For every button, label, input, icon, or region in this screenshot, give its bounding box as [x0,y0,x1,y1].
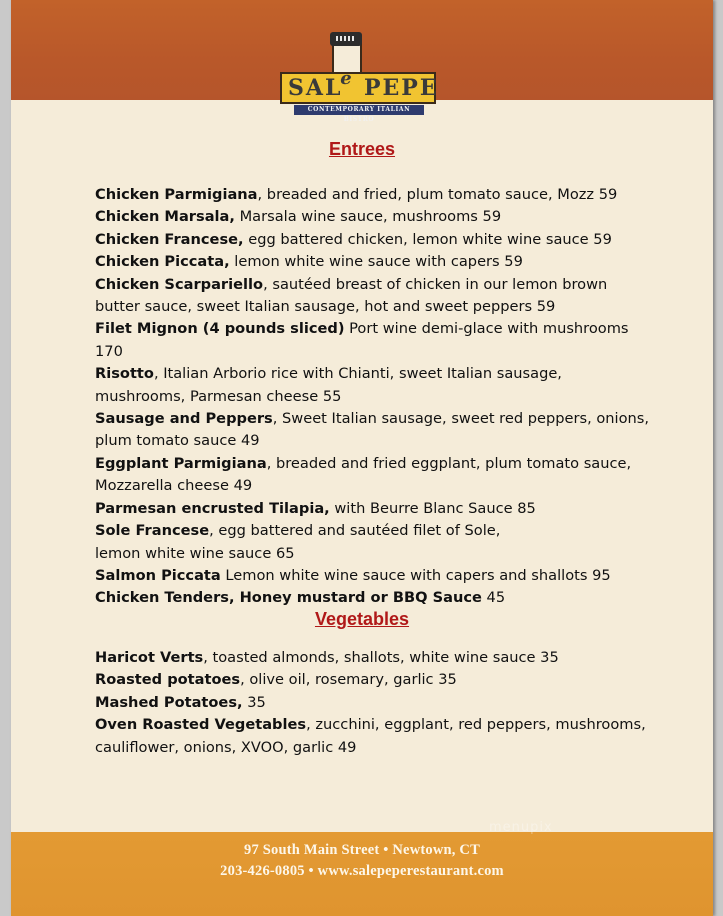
list-item [95,274,655,319]
list-item [95,453,655,498]
list-item [95,565,655,587]
item-description: Marsala wine sauce, mushrooms 59 [234,208,502,226]
menu-page [11,0,713,916]
list-item [95,363,655,408]
watermark: menupix [489,820,553,835]
item-name: Chicken Francese, [95,230,244,248]
item-name: Mashed Potatoes, [95,693,243,711]
footer-contact: 203-426-0805 • www.salepeperestaurant.com [220,863,504,879]
item-description: 35 [242,693,266,711]
list-item [95,669,655,691]
shaker-cap-icon [330,32,362,46]
list-item [95,692,655,714]
item-description: , egg battered and sautéed filet of Sole, [209,522,501,540]
list-item [95,587,655,609]
item-name: Chicken Parmigiana [95,186,258,203]
item-name: Sausage and Peppers [95,410,273,428]
logo-word-e: e [340,68,352,89]
logo-word-sal: SAL [288,75,343,101]
item-name: Salmon Piccata [95,566,221,584]
footer-address: 97 South Main Street • Newtown, CT [244,842,480,858]
item-name: Filet Mignon (4 pounds sliced) [95,320,345,338]
item-description-continued: lemon white wine sauce 65 [95,544,295,562]
vegetables-list [95,647,655,759]
item-name: Roasted potatoes [95,671,241,689]
vegetables-heading: Vegetables [314,609,410,629]
list-item [95,408,655,453]
list-item [95,318,655,363]
item-description: egg battered chicken, lemon white wine sauce 59 [243,230,612,248]
item-name: Risotto [95,365,154,383]
list-item [95,251,655,273]
item-description: , sautéed breast of chicken in our lemon brown butter sauce, sweet Italian sausage, hot and sweet peppers 59 [95,275,608,316]
list-item [95,647,655,669]
item-name: Oven Roasted Vegetables [95,716,307,734]
item-description: , Sweet Italian sausage, sweet red peppers, onions, plum tomato sauce 49 [95,410,650,450]
item-name: Chicken Scarpariello [95,275,264,293]
item-description: , breaded and fried, plum tomato sauce, Mozz 59 [257,186,618,203]
item-name: Parmesan encrusted Tilapia, [95,499,330,517]
list-item [95,184,655,206]
item-name: Chicken Piccata, [95,253,230,271]
item-description: , toasted almonds, shallots, white wine sauce 35 [203,649,559,666]
item-description: 45 [481,589,506,607]
list-item [95,498,655,520]
item-description: , olive oil, rosemary, garlic 35 [240,671,457,689]
list-item [95,714,655,759]
restaurant-logo [280,32,439,123]
item-name: Sole Francese [95,522,210,540]
entrees-heading: Entrees [328,139,396,159]
item-description: lemon white wine sauce with capers 59 [229,253,523,271]
item-name: Chicken Marsala, [95,208,235,226]
item-name: Eggplant Parmigiana [95,454,267,472]
list-item [95,229,655,251]
list-item [95,206,655,228]
item-description: Port wine demi-glace with mushrooms 170 [95,320,629,360]
logo-word-pepe: PEPE [364,75,439,101]
item-description: , zucchini, eggplant, red peppers, mushrooms, cauliflower, onions, XVOO, garlic 49 [95,716,646,756]
item-name: Haricot Verts [95,649,204,666]
item-description: with Beurre Blanc Sauce 85 [329,499,536,517]
logo-tagline: CONTEMPORARY ITALIAN BISTRO [294,105,424,115]
item-description: , Italian Arborio rice with Chianti, sweet Italian sausage, mushrooms, Parmesan cheese 55 [95,365,562,405]
item-name: Chicken Tenders, Honey mustard or BBQ Sauce [95,589,482,607]
list-item [95,520,655,565]
item-description: , breaded and fried eggplant, plum tomato sauce, Mozzarella cheese 49 [95,454,632,495]
item-description: Lemon white wine sauce with capers and shallots 95 [220,566,611,584]
entrees-list [95,184,655,610]
